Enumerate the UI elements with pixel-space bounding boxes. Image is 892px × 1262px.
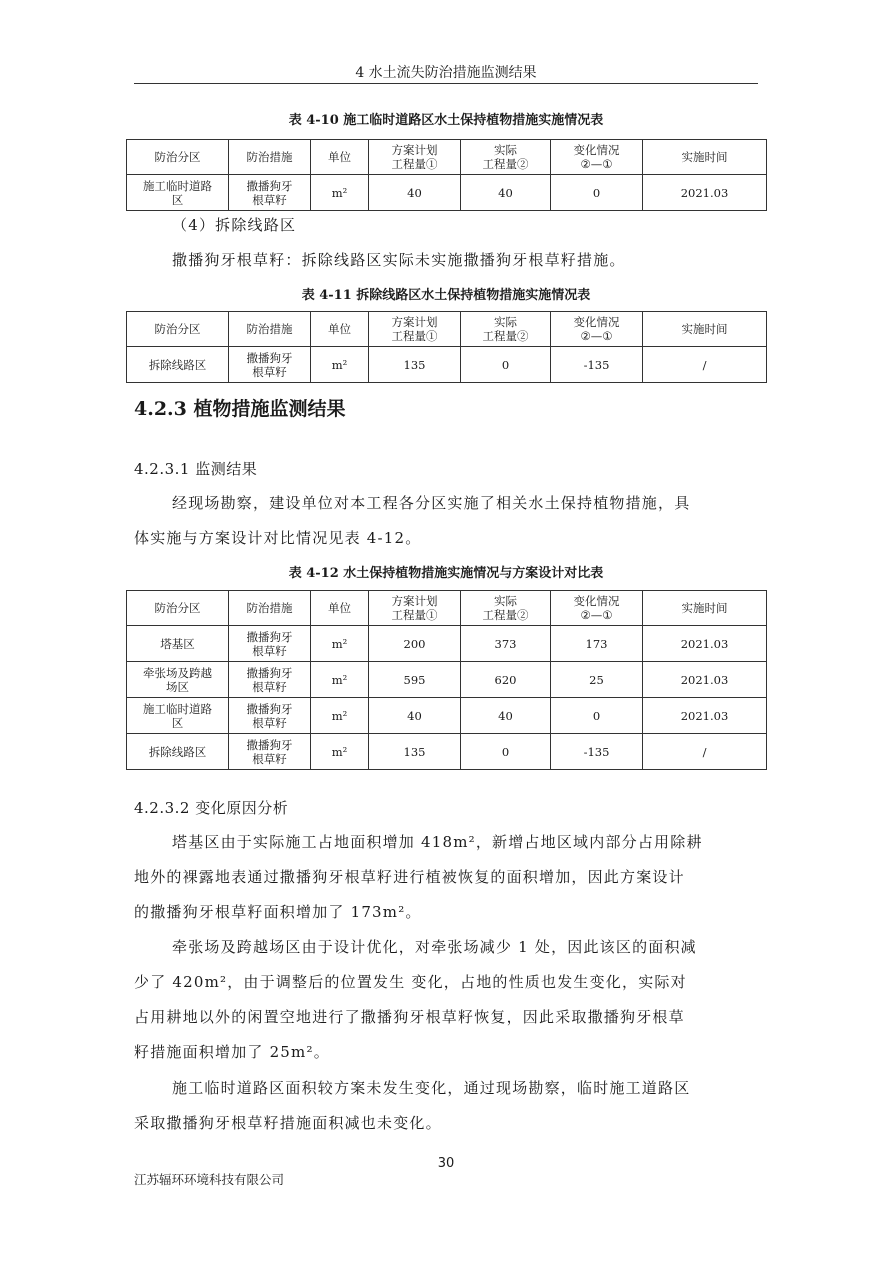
table-4-12-caption: 表 4-12 水土保持植物措施实施情况与方案设计对比表 bbox=[288, 566, 604, 581]
table-header-cell: 单位 bbox=[311, 312, 369, 347]
table-cell: m² bbox=[311, 626, 369, 662]
page-header: 4 水土流失防治措施监测结果 bbox=[355, 65, 537, 81]
table-cell: 施工临时道路 区 bbox=[127, 698, 229, 734]
table-row bbox=[127, 175, 767, 211]
paragraph-line: 牵张场及跨越场区由于设计优化，对牵张场减少 1 处，因此该区的面积减 bbox=[172, 938, 697, 956]
table-header-cell: 单位 bbox=[311, 591, 369, 626]
section-4-2-3-1-title: 4.2.3.1 监测结果 bbox=[134, 460, 258, 478]
table-cell: -135 bbox=[551, 347, 643, 383]
table-row bbox=[127, 662, 767, 698]
table-cell: 2021.03 bbox=[643, 698, 767, 734]
table-cell: 撒播狗牙 根草籽 bbox=[229, 175, 311, 211]
table-header-row bbox=[127, 591, 767, 626]
footer-company: 江苏辐环环境科技有限公司 bbox=[134, 1172, 285, 1187]
section-4-2-3-2-title: 4.2.3.2 变化原因分析 bbox=[134, 799, 289, 817]
table-cell: 135 bbox=[369, 734, 461, 770]
table-cell: 25 bbox=[551, 662, 643, 698]
table-cell: 0 bbox=[551, 175, 643, 211]
table-row bbox=[127, 626, 767, 662]
section-4-heading: （4）拆除线路区 bbox=[172, 216, 297, 234]
table-cell: 0 bbox=[461, 734, 551, 770]
table-row bbox=[127, 698, 767, 734]
paragraph-line: 施工临时道路区面积较方案未发生变化，通过现场勘察，临时施工道路区 bbox=[172, 1079, 691, 1097]
table-header-cell: 实际 工程量② bbox=[461, 140, 551, 175]
table-cell: -135 bbox=[551, 734, 643, 770]
table-row bbox=[127, 734, 767, 770]
table-cell: 373 bbox=[461, 626, 551, 662]
table-cell: 拆除线路区 bbox=[127, 734, 229, 770]
paragraph-line: 少了 420m²，由于调整后的位置发生 变化，占地的性质也发生变化，实际对 bbox=[134, 973, 687, 991]
table-cell: m² bbox=[311, 698, 369, 734]
table-header-cell: 变化情况 ②—① bbox=[551, 140, 643, 175]
table-header-row bbox=[127, 140, 767, 175]
table-cell: 撒播狗牙 根草籽 bbox=[229, 347, 311, 383]
table-cell: m² bbox=[311, 662, 369, 698]
paragraph-line: 经现场勘察，建设单位对本工程各分区实施了相关水土保持植物措施，具 bbox=[172, 494, 691, 512]
table-cell: 135 bbox=[369, 347, 461, 383]
table-header-cell: 防治措施 bbox=[229, 591, 311, 626]
paragraph-line: 体实施与方案设计对比情况见表 4-12。 bbox=[134, 529, 422, 547]
table-cell: 撒播狗牙 根草籽 bbox=[229, 698, 311, 734]
table-4-10 bbox=[126, 139, 767, 211]
table-cell: 40 bbox=[369, 175, 461, 211]
table-cell: 0 bbox=[551, 698, 643, 734]
table-cell: 撒播狗牙 根草籽 bbox=[229, 662, 311, 698]
paragraph-line: 籽措施面积增加了 25m²。 bbox=[134, 1043, 330, 1061]
table-header-cell: 实施时间 bbox=[643, 312, 767, 347]
table-header-cell: 变化情况 ②—① bbox=[551, 312, 643, 347]
paragraph-line: 采取撒播狗牙根草籽措施面积减也未变化。 bbox=[134, 1114, 442, 1132]
table-header-row bbox=[127, 312, 767, 347]
table-cell: 40 bbox=[369, 698, 461, 734]
paragraph-line: 的撒播狗牙根草籽面积增加了 173m²。 bbox=[134, 903, 422, 921]
table-4-11 bbox=[126, 311, 767, 383]
table-cell: 0 bbox=[461, 347, 551, 383]
table-cell: 40 bbox=[461, 698, 551, 734]
paragraph-line: 塔基区由于实际施工占地面积增加 418m²，新增占地区域内部分占用除耕 bbox=[172, 833, 703, 851]
table-cell: / bbox=[643, 347, 767, 383]
table-header-cell: 实施时间 bbox=[643, 591, 767, 626]
section-4-text: 撒播狗牙根草籽：拆除线路区实际未实施撒播狗牙根草籽措施。 bbox=[172, 251, 626, 269]
header-divider bbox=[134, 83, 758, 84]
table-header-cell: 实施时间 bbox=[643, 140, 767, 175]
page-number: 30 bbox=[437, 1156, 455, 1171]
table-header-cell: 防治措施 bbox=[229, 140, 311, 175]
table-cell: 2021.03 bbox=[643, 662, 767, 698]
table-cell: 施工临时道路 区 bbox=[127, 175, 229, 211]
table-header-cell: 变化情况 ②—① bbox=[551, 591, 643, 626]
table-cell: 2021.03 bbox=[643, 626, 767, 662]
table-cell: 2021.03 bbox=[643, 175, 767, 211]
table-cell: 595 bbox=[369, 662, 461, 698]
table-cell: m² bbox=[311, 734, 369, 770]
table-header-cell: 方案计划 工程量① bbox=[369, 312, 461, 347]
table-cell: 620 bbox=[461, 662, 551, 698]
table-cell: / bbox=[643, 734, 767, 770]
table-cell: m² bbox=[311, 347, 369, 383]
table-header-cell: 防治分区 bbox=[127, 312, 229, 347]
table-cell: 撒播狗牙 根草籽 bbox=[229, 626, 311, 662]
table-cell: 173 bbox=[551, 626, 643, 662]
table-cell: 牵张场及跨越 场区 bbox=[127, 662, 229, 698]
table-cell: 拆除线路区 bbox=[127, 347, 229, 383]
table-cell: 撒播狗牙 根草籽 bbox=[229, 734, 311, 770]
table-header-cell: 防治分区 bbox=[127, 591, 229, 626]
paragraph-line: 占用耕地以外的闲置空地进行了撒播狗牙根草籽恢复，因此采取撒播狗牙根草 bbox=[134, 1008, 685, 1026]
table-4-12 bbox=[126, 590, 767, 770]
table-4-10-caption: 表 4-10 施工临时道路区水土保持植物措施实施情况表 bbox=[288, 113, 604, 128]
table-header-cell: 防治分区 bbox=[127, 140, 229, 175]
table-header-cell: 实际 工程量② bbox=[461, 591, 551, 626]
table-header-cell: 方案计划 工程量① bbox=[369, 591, 461, 626]
table-header-cell: 防治措施 bbox=[229, 312, 311, 347]
table-cell: m² bbox=[311, 175, 369, 211]
table-4-11-caption: 表 4-11 拆除线路区水土保持植物措施实施情况表 bbox=[301, 288, 591, 303]
table-row bbox=[127, 347, 767, 383]
table-cell: 塔基区 bbox=[127, 626, 229, 662]
table-cell: 200 bbox=[369, 626, 461, 662]
table-header-cell: 实际 工程量② bbox=[461, 312, 551, 347]
table-cell: 40 bbox=[461, 175, 551, 211]
paragraph-line: 地外的裸露地表通过撒播狗牙根草籽进行植被恢复的面积增加，因此方案设计 bbox=[134, 868, 685, 886]
table-header-cell: 单位 bbox=[311, 140, 369, 175]
section-4-2-3-title: 4.2.3 植物措施监测结果 bbox=[134, 398, 346, 420]
table-header-cell: 方案计划 工程量① bbox=[369, 140, 461, 175]
